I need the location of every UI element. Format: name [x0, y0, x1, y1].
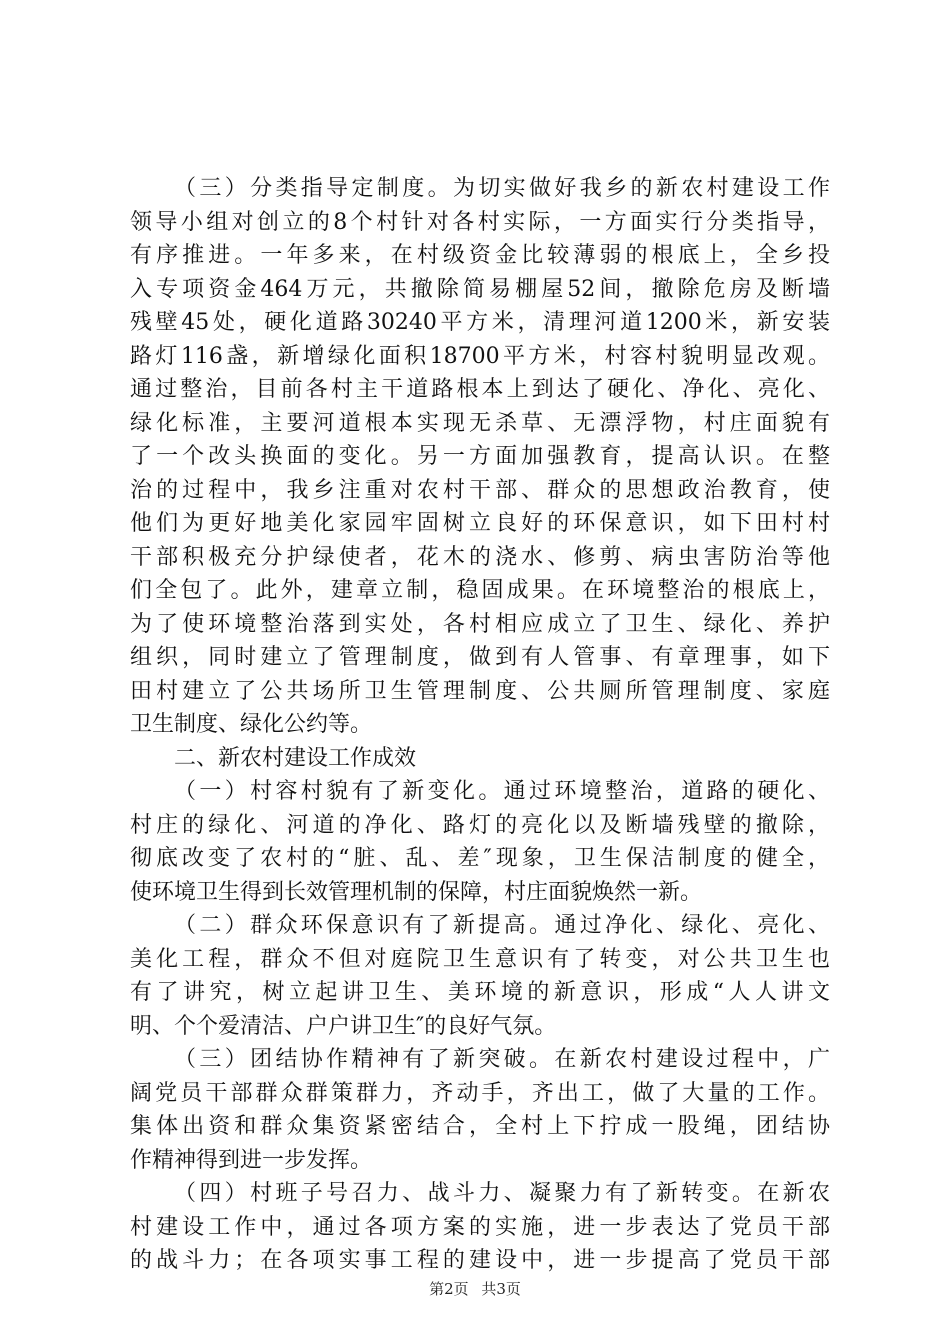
text-line: 美化工程，群众不但对庭院卫生意识有了转变，对公共卫生也 [130, 946, 830, 972]
text-line: 通过整治，目前各村主干道路根本上到达了硬化、净化、亮化、 [130, 377, 830, 402]
text-line: 治的过程中，我乡注重对农村干部、群众的思想政治教育，使 [130, 477, 830, 503]
text-line: 田村建立了公共场所卫生管理制度、公共厕所管理制度、家庭 [130, 678, 830, 704]
text-line: 彻底改变了农村的“脏、乱、差″现象，卫生保洁制度的健全， [130, 846, 830, 871]
text-line: 有了讲究，树立起讲卫生、美环境的新意识，形成“人人讲文 [130, 980, 830, 1005]
text-line: 集体出资和群众集资紧密结合，全村上下拧成一股绳，团结协 [130, 1114, 830, 1139]
text-line: 阔党员干部群众群策群力，齐动手，齐出工，做了大量的工作。 [130, 1080, 830, 1106]
text-line: 们全包了。此外，建章立制，稳固成果。在环境整治的根底上， [130, 578, 830, 603]
text-line: 了一个改头换面的变化。另一方面加强教育，提高认识。在整 [130, 444, 830, 469]
text-line: 组织，同时建立了管理制度，做到有人管事、有章理事，如下 [130, 645, 830, 670]
text-line: 路灯116盏，新增绿化面积18700平方米，村容村貌明显改观。 [130, 343, 830, 369]
text-line: 绿化标准，主要河道根本实现无杀草、无漂浮物，村庄面貌有 [130, 410, 830, 436]
text-line: 作精神得到进一步发挥。 [130, 1147, 373, 1173]
text-line: 村庄的绿化、河道的净化、路灯的亮化以及断墙残壁的撤除， [130, 812, 830, 838]
text-line: （三）分类指导定制度。为切实做好我乡的新农村建设工作 [174, 176, 830, 201]
page-number: 第2页 [429, 1280, 469, 1298]
text-line: 入专项资金464万元，共撤除简易棚屋52间，撤除危房及断墙 [130, 276, 830, 302]
text-line: 村建设工作中，通过各项方案的实施，进一步表达了党员干部 [130, 1214, 830, 1240]
text-line: （二）群众环保意识有了新提高。通过净化、绿化、亮化、 [174, 913, 830, 938]
text-line: 他们为更好地美化家园牢固树立良好的环保意识，如下田村村 [130, 511, 830, 536]
text-line: （三）团结协作精神有了新突破。在新农村建设过程中，广 [174, 1047, 830, 1072]
text-line: 的战斗力；在各项实事工程的建设中，进一步提高了党员干部 [130, 1248, 830, 1273]
page-total: 共3页 [481, 1280, 521, 1298]
text-line: 明、个个爱清洁、户户讲卫生″的良好气氛。 [130, 1013, 557, 1039]
text-line: （一）村容村貌有了新变化。通过环境整治，道路的硬化、 [174, 779, 830, 804]
text-line: （四）村班子号召力、战斗力、凝聚力有了新转变。在新农 [174, 1181, 830, 1206]
text-line: 干部积极充分护绿使者，花木的浇水、修剪、病虫害防治等他 [130, 544, 830, 570]
text-line: 残壁45处，硬化道路30240平方米，清理河道1200米，新安装 [130, 310, 830, 335]
text-line: 使环境卫生得到长效管理机制的保障，村庄面貌焕然一新。 [130, 879, 703, 905]
text-line: 卫生制度、绿化公约等。 [130, 712, 373, 737]
document-body [130, 172, 830, 1278]
text-line: 领导小组对创立的8个村针对各村实际，一方面实行分类指导， [130, 209, 830, 235]
text-line: 为了使环境整治落到实处，各村相应成立了卫生、绿化、养护 [130, 611, 830, 637]
text-line: 有序推进。一年多来，在村级资金比较薄弱的根底上，全乡投 [130, 243, 830, 268]
text-line: 二、新农村建设工作成效 [174, 745, 417, 771]
page-footer [0, 1278, 950, 1299]
